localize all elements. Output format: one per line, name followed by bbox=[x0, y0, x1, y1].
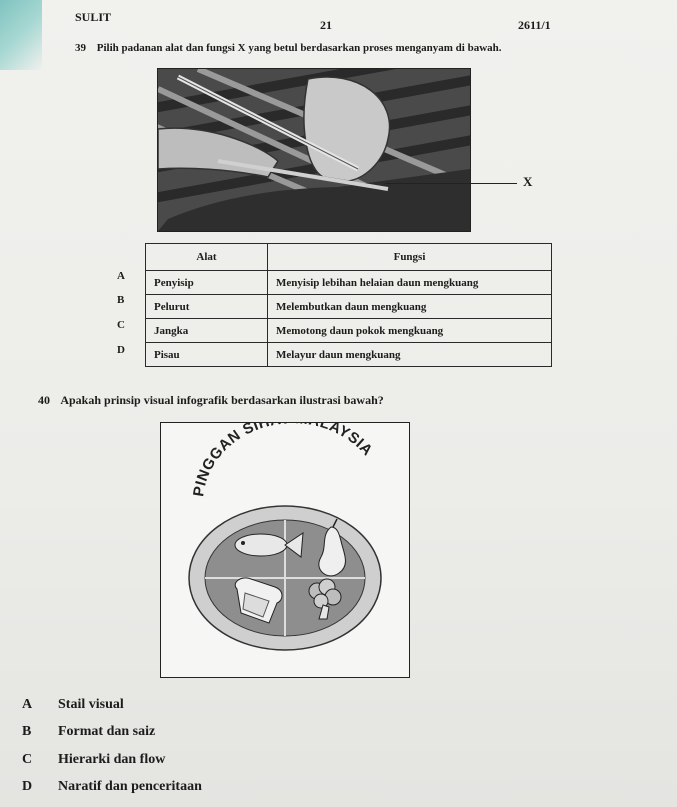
infographic-title: PINGGAN SI LAYSIA bbox=[190, 423, 376, 498]
table-header-fungsi: Fungsi bbox=[268, 244, 552, 271]
pointer-line bbox=[385, 183, 517, 184]
question-39 bbox=[75, 42, 502, 54]
option-letter-b: B bbox=[117, 294, 125, 306]
answer-option-a[interactable] bbox=[22, 697, 124, 713]
option-letter-c: C bbox=[117, 319, 125, 331]
infographic-box bbox=[160, 422, 410, 678]
svg-text:PINGGAN SIHAT MALAYSIA bbox=[190, 423, 376, 498]
question-40-number: 40 bbox=[38, 393, 50, 407]
weaving-illustration bbox=[158, 69, 470, 231]
table-row bbox=[146, 295, 552, 319]
table-cell-fungsi: Melembutkan daun mengkuang bbox=[268, 295, 552, 319]
question-39-number: 39 bbox=[75, 42, 86, 54]
table-row bbox=[146, 319, 552, 343]
table-row bbox=[146, 271, 552, 295]
option-letter-a: A bbox=[117, 270, 125, 282]
healthy-plate-infographic bbox=[161, 423, 409, 677]
option-letter: A bbox=[22, 697, 33, 712]
table-cell-fungsi: Menyisip lebihan helaian daun mengkuang bbox=[268, 271, 552, 295]
option-letter: B bbox=[22, 724, 32, 739]
table-cell-alat: Pisau bbox=[146, 343, 268, 367]
table-cell-fungsi: Melayur daun mengkuang bbox=[268, 343, 552, 367]
option-text: Format dan saiz bbox=[58, 724, 156, 739]
table-row bbox=[146, 343, 552, 367]
table-cell-alat: Pelurut bbox=[146, 295, 268, 319]
table-cell-alat: Penyisip bbox=[146, 271, 268, 295]
table-header-alat: Alat bbox=[146, 244, 268, 271]
answer-option-d[interactable] bbox=[22, 779, 202, 795]
option-text: Stail visual bbox=[58, 697, 124, 712]
table-cell-fungsi: Memotong daun pokok mengkuang bbox=[268, 319, 552, 343]
option-letter: C bbox=[22, 752, 33, 767]
answer-option-b[interactable] bbox=[22, 724, 155, 740]
question-39-text: Pilih padanan alat dan fungsi X yang betul berdasarkan proses menganyam di bawah. bbox=[96, 42, 502, 54]
weaving-photo bbox=[157, 68, 471, 232]
option-letter: D bbox=[22, 779, 33, 794]
header-sulit: SULIT bbox=[75, 10, 112, 24]
option-text: Naratif dan penceritaan bbox=[58, 779, 202, 794]
question-40-text: Apakah prinsip visual infografik berdasarkan ilustrasi bawah? bbox=[60, 393, 384, 407]
option-letter-d: D bbox=[117, 344, 125, 356]
option-text: Hierarki dan flow bbox=[58, 752, 166, 767]
pointer-label-x: X bbox=[523, 174, 533, 189]
table-cell-alat: Jangka bbox=[146, 319, 268, 343]
paper-code: 2611/1 bbox=[518, 18, 551, 32]
background-object bbox=[0, 0, 42, 70]
question-40 bbox=[38, 393, 384, 408]
table-header-row bbox=[146, 244, 552, 271]
answer-option-c[interactable] bbox=[22, 752, 165, 768]
page-number: 21 bbox=[320, 18, 332, 32]
tool-function-table bbox=[145, 243, 552, 367]
